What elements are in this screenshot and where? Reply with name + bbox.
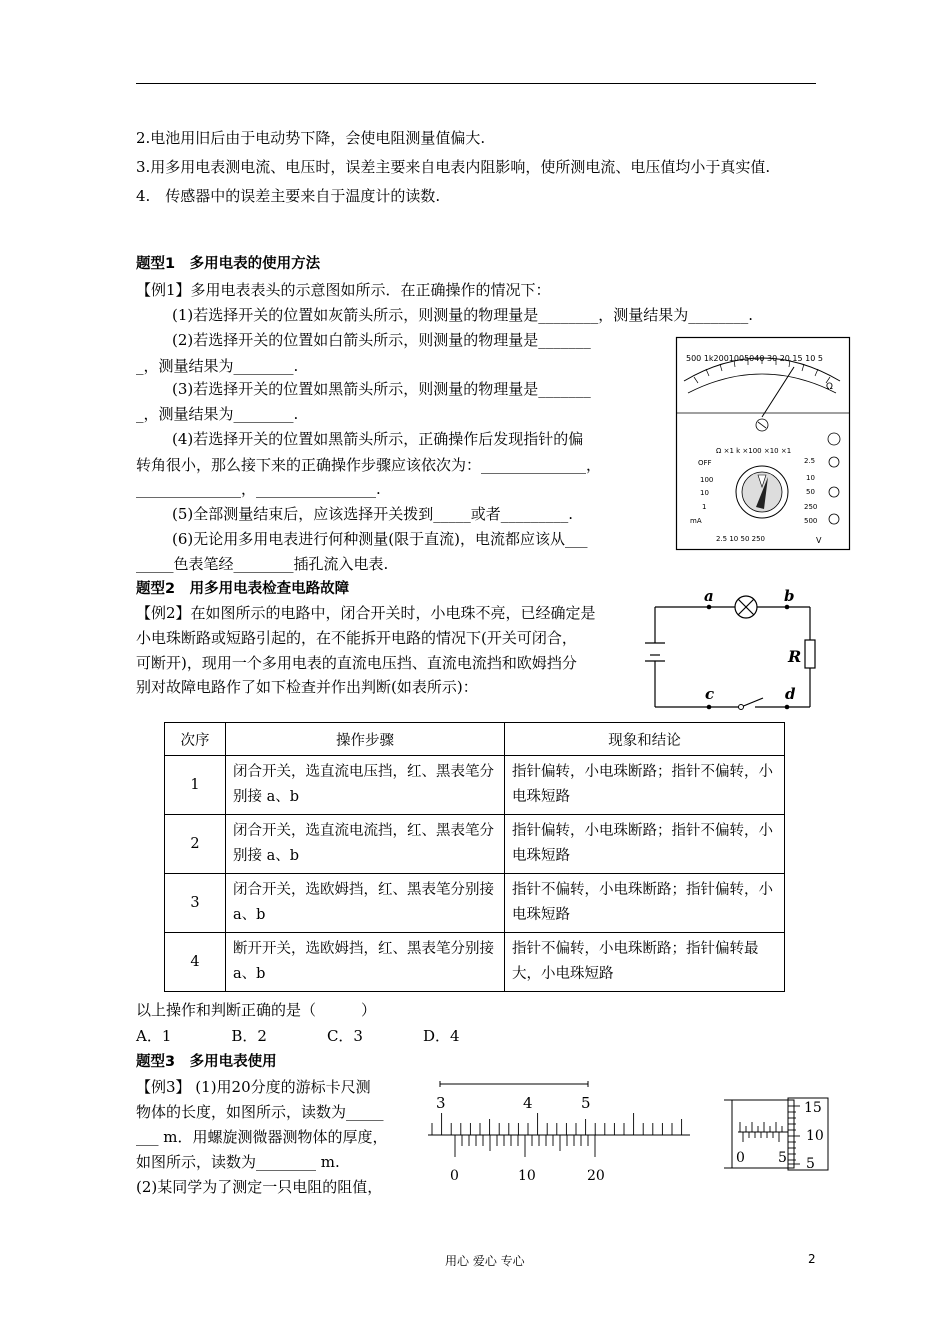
q6-line-cont: _____色表笔经________插孔流入电表. [136, 555, 389, 573]
meter-scale-top: 500 1k2001005040 30 20 15 10 5 [686, 354, 823, 363]
micrometer-thimble-15: 15 [804, 1100, 822, 1116]
footer-text: 用心 爱心 专心 [445, 1254, 525, 1268]
cell-steps: 闭合开关，选直流电流挡，红、黑表笔分别接 a、b [226, 815, 505, 874]
example3-line5: (2)某同学为了测定一只电阻的阻值， [136, 1178, 383, 1196]
type1-heading: 题型1 多用电表的使用方法 [136, 256, 321, 272]
note-3: 3.用多用电表测电流、电压时，误差主要来自电表内阻影响，使所测电流、电压值均小于真实值. [136, 158, 771, 176]
meter-range-10v: 10 [806, 474, 815, 482]
circuit-label-c: c [705, 685, 715, 703]
page-number: 2 [808, 1252, 816, 1266]
multimeter-figure [676, 337, 850, 550]
q3-line-cont: _，测量结果为________. [136, 405, 299, 423]
type3-heading: 题型3 多用电表使用 [136, 1054, 277, 1070]
table-row [165, 815, 785, 874]
micrometer-sleeve-0: 0 [736, 1150, 745, 1166]
meter-range-1: 1 [702, 503, 707, 511]
cell-order: 1 [165, 756, 226, 815]
table-row [165, 874, 785, 933]
note-2: 2.电池用旧后由于电动势下降，会使电阻测量值偏大. [136, 129, 486, 147]
micrometer-sleeve-5: 5 [778, 1150, 787, 1166]
cell-order: 2 [165, 815, 226, 874]
example2-line4: 别对故障电路作了如下检查并作出判断(如表所示)： [136, 678, 478, 696]
meter-v-label: V [816, 536, 822, 545]
meter-omega-label: Ω [826, 382, 833, 392]
q4-line-2: 转角很小，那么接下来的正确操作步骤应该依次为：______________， [136, 456, 602, 474]
q2-line-cont: _，测量结果为________. [136, 357, 299, 375]
caliper-main-4: 4 [523, 1094, 533, 1112]
meter-range-mid: Ω ×1 k ×100 ×10 ×1 [716, 447, 792, 455]
q4-line-3: ______________，________________. [136, 480, 381, 498]
col-header-steps: 操作步骤 [226, 723, 505, 756]
circuit-label-a: a [704, 587, 714, 605]
note-4: 4. 传感器中的误差主要来自于温度计的读数. [136, 187, 441, 205]
cell-result: 指针偏转，小电珠断路；指针不偏转，小电珠短路 [505, 815, 785, 874]
circuit-label-b: b [784, 587, 795, 605]
cell-result: 指针不偏转，小电珠断路；指针偏转，小电珠短路 [505, 874, 785, 933]
cell-steps: 断开开关，选欧姆挡，红、黑表笔分别接 a、b [226, 933, 505, 992]
circuit-label-d: d [785, 685, 796, 703]
meter-range-ma: mA [690, 517, 702, 525]
example2-line3: 可断开)，现用一个多用电表的直流电压挡、直流电流挡和欧姆挡分 [136, 654, 577, 672]
meter-range-500: 500 [804, 517, 818, 525]
micrometer-thimble-10: 10 [806, 1128, 824, 1144]
example2-line1: 【例2】在如图所示的电路中，闭合开关时，小电珠不亮，已经确定是 [136, 604, 596, 622]
cell-result: 指针偏转，小电珠断路；指针不偏转，小电珠短路 [505, 756, 785, 815]
q3-line: (3)若选择开关的位置如黑箭头所示，则测量的物理量是_______ [172, 380, 591, 398]
q5-line: (5)全部测量结束后，应该选择开关拨到_____或者_________. [172, 505, 574, 523]
circuit-figure [645, 585, 825, 715]
vernier-caliper-figure [428, 1078, 693, 1188]
header-rule [136, 83, 816, 84]
circuit-label-R: R [788, 647, 802, 666]
diagnosis-table [164, 722, 785, 992]
answer-options: A．1 B．2 C．3 D．4 [136, 1027, 460, 1045]
question-text: 以上操作和判断正确的是（ ） [136, 1001, 377, 1019]
table-row [165, 756, 785, 815]
micrometer-figure [724, 1098, 832, 1172]
meter-range-2-5: 2.5 [804, 457, 816, 465]
meter-range-10: 10 [700, 489, 709, 497]
col-header-result: 现象和结论 [505, 723, 785, 756]
example1-intro: 【例1】多用电表表头的示意图如所示．在正确操作的情况下： [136, 281, 551, 299]
meter-range-50: 50 [806, 488, 815, 496]
q6-line: (6)无论用多用电表进行何种测量(限于直流)，电流都应该从___ [172, 530, 588, 548]
type2-heading: 题型2 用多用电表检查电路故障 [136, 581, 350, 597]
example2-line2: 小电珠断路或短路引起的，在不能拆开电路的情况下(开关可闭合， [136, 629, 577, 647]
q4-line: (4)若选择开关的位置如黑箭头所示，正确操作后发现指针的偏 [172, 430, 584, 448]
example3-line1: 【例3】 (1)用20分度的游标卡尺测 [136, 1078, 371, 1096]
meter-range-250: 250 [804, 503, 818, 511]
caliper-main-3: 3 [436, 1094, 446, 1112]
meter-range-off: OFF [698, 459, 712, 467]
caliper-main-5: 5 [581, 1094, 591, 1112]
cell-order: 4 [165, 933, 226, 992]
example3-line3: ___ m．用螺旋测微器测物体的厚度， [136, 1128, 388, 1146]
col-header-order: 次序 [165, 723, 226, 756]
caliper-vernier-0: 0 [450, 1168, 459, 1184]
micrometer-thimble-5: 5 [806, 1156, 815, 1172]
table-row [165, 933, 785, 992]
meter-range-100: 100 [700, 476, 714, 484]
meter-bottom-scale: 2.5 10 50 250 [716, 535, 765, 543]
example3-line4: 如图所示，读数为________ m. [136, 1153, 340, 1171]
caliper-vernier-10: 10 [518, 1168, 536, 1184]
table-header-row [165, 723, 785, 756]
q1-line: (1)若选择开关的位置如灰箭头所示，则测量的物理量是________，测量结果为________. [172, 306, 754, 324]
cell-steps: 闭合开关，选直流电压挡，红、黑表笔分别接 a、b [226, 756, 505, 815]
q2-line: (2)若选择开关的位置如白箭头所示，则测量的物理量是_______ [172, 331, 591, 349]
cell-result: 指针不偏转，小电珠断路；指针偏转最大，小电珠短路 [505, 933, 785, 992]
cell-order: 3 [165, 874, 226, 933]
cell-steps: 闭合开关，选欧姆挡，红、黑表笔分别接 a、b [226, 874, 505, 933]
caliper-vernier-20: 20 [587, 1168, 605, 1184]
example3-line2: 物体的长度，如图所示，读数为_____ [136, 1103, 384, 1121]
